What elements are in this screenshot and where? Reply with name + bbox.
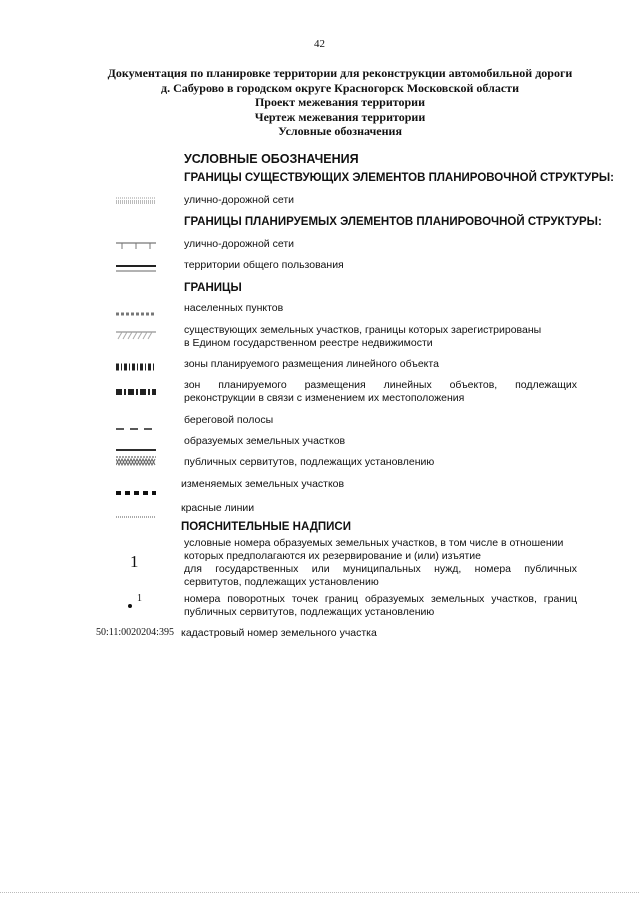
number-label: [184, 537, 577, 589]
boundaries-heading: ГРАНИЦЫ: [184, 282, 242, 294]
planned-public-label: территории общего пользования: [184, 259, 344, 271]
reconstruct-label: [184, 379, 577, 405]
notes-heading: ПОЯСНИТЕЛЬНЫЕ НАДПИСИ: [181, 521, 351, 533]
changed-plots-label: изменяемых земельных участков: [181, 478, 345, 490]
red-lines-label: красные линии: [181, 502, 255, 514]
page-number: 42: [314, 38, 325, 50]
existing-plots-line-1: существующих земельных участков, границы которых зарегистрированы: [184, 324, 542, 336]
servitudes-symbol: [116, 454, 156, 466]
number-line-1: условные номера образуемых земельных участков, в том числе в отношении: [184, 537, 564, 549]
planned-road-symbol: [116, 238, 156, 248]
point-line-2: публичных сервитутов, подлежащих установлению: [184, 606, 435, 618]
header-line-3: Проект межевания территории: [254, 95, 426, 109]
red-lines-symbol: [116, 506, 156, 510]
number-line-2: которых предполагаются их резервирование и (или) изъятие: [184, 550, 482, 562]
existing-plots-label: [184, 324, 541, 350]
planned-heading: ГРАНИЦЫ ПЛАНИРУЕМЫХ ЭЛЕМЕНТОВ ПЛАНИРОВОЧНОЙ СТРУКТУРЫ:: [184, 216, 602, 228]
cadastral-symbol: 50:11:0020204:395: [96, 627, 174, 638]
reconstruct-line-2: реконструкции в связи с изменением их местоположения: [184, 392, 465, 404]
shore-symbol: [116, 418, 156, 422]
existing-road-label: улично-дорожной сети: [184, 194, 295, 206]
turning-point-dot-icon: [128, 604, 132, 608]
reconstruct-symbol: [116, 383, 156, 391]
number-line-4: сервитутов, подлежащих установлению: [184, 576, 379, 588]
formed-plots-symbol: [116, 439, 156, 443]
number-symbol: 1: [130, 552, 139, 571]
shore-label: береговой полосы: [184, 414, 274, 426]
formed-plots-label: образуемых земельных участков: [184, 435, 346, 447]
servitudes-label: публичных сервитутов, подлежащих установлению: [184, 456, 435, 468]
settlements-symbol: [116, 304, 156, 310]
linear-zone-label: зоны планируемого размещения линейного объекта: [184, 358, 439, 370]
planned-public-symbol: [116, 260, 156, 270]
header-line-1: Документация по планировке территории для реконструкции автомобильной дороги: [107, 66, 573, 80]
settlements-label: населенных пунктов: [184, 302, 284, 314]
number-line-3: для государственных или муниципальных нужд, номера публичных: [184, 563, 577, 575]
existing-plots-symbol: [116, 327, 156, 337]
header-line-5: Условные обозначения: [278, 124, 402, 138]
header-line-2: д. Сабурово в городском округе Красногорск Московской области: [161, 80, 519, 95]
cadastral-label: кадастровый номер земельного участка: [181, 627, 377, 639]
header-line-4: Чертеж межевания территории: [254, 109, 426, 124]
legend-title: УСЛОВНЫЕ ОБОЗНАЧЕНИЯ: [184, 152, 359, 166]
existing-road-symbol: [116, 193, 156, 203]
existing-heading: ГРАНИЦЫ СУЩЕСТВУЮЩИХ ЭЛЕМЕНТОВ ПЛАНИРОВОЧНОЙ СТРУКТУРЫ:: [184, 172, 614, 184]
scan-bottom-edge: [0, 892, 639, 895]
planned-road-label: улично-дорожной сети: [184, 238, 295, 250]
linear-zone-symbol: [116, 358, 156, 366]
point-label: [184, 593, 577, 619]
point-symbol: 1: [137, 593, 142, 604]
changed-plots-symbol: [116, 483, 156, 489]
reconstruct-line-1: зон планируемого размещения линейных объектов, подлежащих: [184, 379, 577, 391]
document-header: [60, 66, 620, 139]
point-line-1: номера поворотных точек границ образуемых земельных участков, границ: [184, 593, 577, 605]
existing-plots-line-2: в Едином государственном реестре недвижимости: [184, 337, 433, 349]
